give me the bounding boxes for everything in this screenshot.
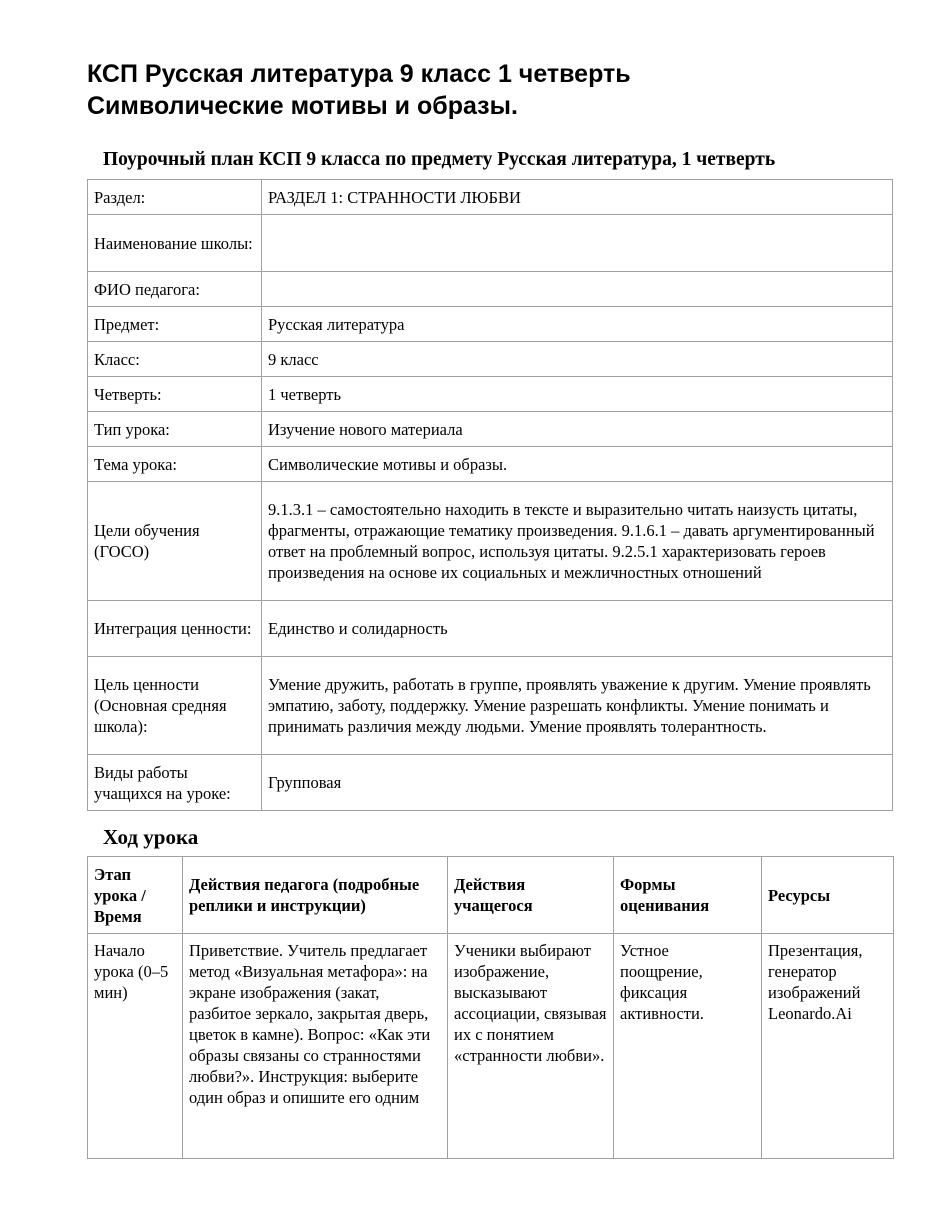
title-line-1: КСП Русская литература 9 класс 1 четверть (87, 60, 631, 88)
plan-subtitle: Поурочный план КСП 9 класса по предмету Русская литература, 1 четверть (103, 149, 776, 170)
info-label: Цель ценности (Основная средняя школа): (88, 657, 262, 755)
lesson-progress-table (87, 856, 894, 1159)
info-value: РАЗДЕЛ 1: СТРАННОСТИ ЛЮБВИ (262, 180, 893, 215)
info-label: ФИО педагога: (88, 272, 262, 307)
info-label: Интеграция ценности: (88, 601, 262, 657)
column-header-assessment: Формы оценивания (614, 857, 762, 934)
info-label: Виды работы учащихся на уроке: (88, 755, 262, 811)
info-value: 9.1.3.1 – самостоятельно находить в тексте и выразительно читать наизусть цитаты, фрагменты, отражающие тематику произведения. 9.1.6.1 – давать аргументированный ответ на проблемный вопрос, используя цитаты. 9.2.5.1 характеризовать героев произведения на основе их социальных и межличностных отношений (262, 482, 893, 601)
table-row (88, 180, 893, 215)
info-value: Изучение нового материала (262, 412, 893, 447)
table-row (88, 307, 893, 342)
info-label: Четверть: (88, 377, 262, 412)
cell-assessment: Устное поощрение, фиксация активности. (614, 934, 762, 1159)
info-value (262, 215, 893, 272)
info-value: 1 четверть (262, 377, 893, 412)
info-value (262, 272, 893, 307)
table-row (88, 342, 893, 377)
cell-teacher-actions: Приветствие. Учитель предлагает метод «Визуальная метафора»: на экране изображения (закат, разбитое зеркало, закрытая дверь, цветок в камне). Вопрос: «Как эти образы связаны со странностями любви?». Инструкция: выберите один образ и опишите его одним (183, 934, 448, 1159)
cell-resources: Презентация, генератор изображений Leonardo.Ai (762, 934, 894, 1159)
table-header-row (88, 857, 894, 934)
info-value: Символические мотивы и образы. (262, 447, 893, 482)
table-row (88, 377, 893, 412)
info-label: Класс: (88, 342, 262, 377)
table-row (88, 601, 893, 657)
info-value: 9 класс (262, 342, 893, 377)
table-row (88, 447, 893, 482)
cell-student-actions: Ученики выбирают изображение, высказывают ассоциации, связывая их с понятием «странности любви». (448, 934, 614, 1159)
lesson-progress-heading: Ход урока (103, 825, 199, 849)
table-row (88, 272, 893, 307)
table-row (88, 934, 894, 1159)
table-row (88, 215, 893, 272)
column-header-stage: Этап урока / Время (88, 857, 183, 934)
info-label: Цели обучения (ГОСО) (88, 482, 262, 601)
info-label: Тип урока: (88, 412, 262, 447)
lesson-info-table (87, 179, 893, 811)
table-row (88, 755, 893, 811)
cell-stage: Начало урока (0–5 мин) (88, 934, 183, 1159)
column-header-resources: Ресурсы (762, 857, 894, 934)
table-row (88, 412, 893, 447)
info-label: Раздел: (88, 180, 262, 215)
table-row (88, 482, 893, 601)
column-header-teacher-actions: Действия педагога (подробные реплики и инструкции) (183, 857, 448, 934)
title-line-2: Символические мотивы и образы. (87, 92, 518, 120)
info-value: Умение дружить, работать в группе, проявлять уважение к другим. Умение проявлять эмпатию, заботу, поддержку. Умение разрешать конфликты. Умение понимать и принимать различия между людьми. Умение проявлять толерантность. (262, 657, 893, 755)
info-label: Предмет: (88, 307, 262, 342)
info-value: Русская литература (262, 307, 893, 342)
info-value: Групповая (262, 755, 893, 811)
info-value: Единство и солидарность (262, 601, 893, 657)
column-header-student-actions: Действия учащегося (448, 857, 614, 934)
table-row (88, 657, 893, 755)
info-label: Тема урока: (88, 447, 262, 482)
document-title (87, 58, 867, 122)
info-label: Наименование школы: (88, 215, 262, 272)
